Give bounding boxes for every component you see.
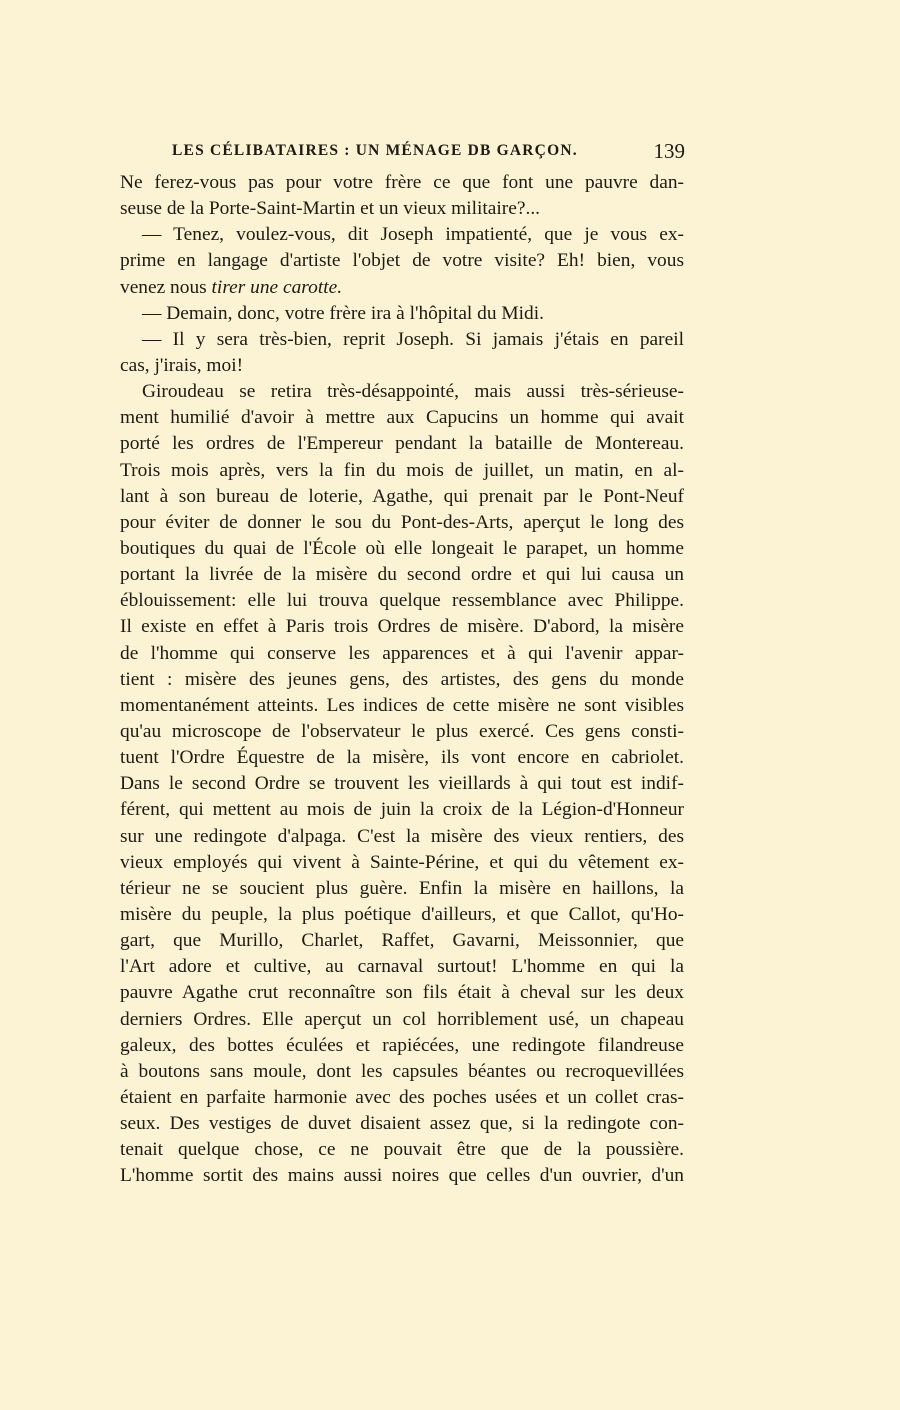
text-line-content: pour éviter de donner le sou du Pont-des-Arts, aperçut le long des xyxy=(120,511,684,533)
text-line-content: derniers Ordres. Elle aperçut un col horriblement usé, un chapeau xyxy=(120,1008,684,1030)
text-line xyxy=(120,248,684,274)
body-text xyxy=(120,170,684,1189)
text-line xyxy=(120,196,684,222)
running-title: LES CÉLIBATAIRES : UN MÉNAGE DB GARÇON. xyxy=(172,142,578,159)
text-line-content: étaient en parfaite harmonie avec des poches usées et un collet cras- xyxy=(120,1086,684,1108)
text-line-content: — Tenez, voulez-vous, dit Joseph impatienté, que je vous ex- xyxy=(142,224,684,246)
text-line xyxy=(120,641,684,667)
text-line xyxy=(120,1085,684,1111)
text-line xyxy=(120,170,684,196)
text-line-content: tenait quelque chose, ce ne pouvait être que de la poussière. xyxy=(120,1139,684,1161)
text-line xyxy=(120,1033,684,1059)
text-line xyxy=(120,1137,684,1163)
text-line-content: l'Art adore et cultive, au carnaval surtout! L'homme en qui la xyxy=(120,956,684,978)
text-line-content: prime en langage d'artiste l'objet de votre visite? Eh! bien, vous xyxy=(120,250,684,272)
running-header xyxy=(120,139,685,165)
text-line-content: porté les ordres de l'Empereur pendant la bataille de Montereau. xyxy=(120,433,684,455)
text-line-content: — Demain, donc, votre frère ira à l'hôpital du Midi. xyxy=(142,302,544,324)
text-line xyxy=(120,510,684,536)
text-line xyxy=(120,275,684,301)
text-line xyxy=(120,797,684,823)
text-line xyxy=(120,667,684,693)
text-line xyxy=(120,353,684,379)
text-line xyxy=(120,1111,684,1137)
page-number: 139 xyxy=(653,139,685,163)
text-line-content: à boutons sans moule, dont les capsules béantes ou recroquevillées xyxy=(120,1060,684,1082)
text-line-content: L'homme sortit des mains aussi noires que celles d'un ouvrier, d'un xyxy=(120,1165,684,1187)
text-line xyxy=(120,614,684,640)
text-line xyxy=(120,1007,684,1033)
text-line xyxy=(120,876,684,902)
text-line xyxy=(120,693,684,719)
text-line xyxy=(120,1163,684,1189)
text-line-content: lant à son bureau de loterie, Agathe, qui prenait par le Pont-Neuf xyxy=(120,485,684,507)
text-line xyxy=(120,980,684,1006)
text-line-content: Dans le second Ordre se trouvent les vieillards à qui tout est indif- xyxy=(120,773,684,795)
text-line-content: Giroudeau se retira très-désappointé, mais aussi très-sérieuse- xyxy=(142,381,684,403)
text-line xyxy=(120,405,684,431)
text-line-content: sur une redingote d'alpaga. C'est la misère des vieux rentiers, des xyxy=(120,825,684,847)
text-line-content: qu'au microscope de l'observateur le plus exercé. Ces gens consti- xyxy=(120,720,684,742)
text-line-content: momentanément atteints. Les indices de cette misère ne sont visibles xyxy=(120,694,684,716)
text-line xyxy=(120,379,684,405)
text-line xyxy=(120,222,684,248)
text-line xyxy=(120,928,684,954)
text-line xyxy=(120,301,684,327)
text-line-content: galeux, des bottes éculées et rapiécées, une redingote filandreuse xyxy=(120,1034,684,1056)
text-line-content: tuent l'Ordre Équestre de la misère, ils vont encore en cabriolet. xyxy=(120,747,684,769)
text-line xyxy=(120,1059,684,1085)
text-line xyxy=(120,562,684,588)
text-line xyxy=(120,824,684,850)
text-line-content: éblouissement: elle lui trouva quelque ressemblance avec Philippe. xyxy=(120,590,684,612)
text-line-content: férent, qui mettent au mois de juin la croix de la Légion-d'Honneur xyxy=(120,799,684,821)
text-line xyxy=(120,719,684,745)
italic-phrase: tirer une carotte. xyxy=(211,276,343,298)
text-line-content: Ne ferez-vous pas pour votre frère ce que font une pauvre dan- xyxy=(120,172,684,193)
text-line-content: térieur ne se soucient plus guère. Enfin la misère en haillons, la xyxy=(120,877,684,899)
text-line-content: boutiques du quai de l'École où elle longeait le parapet, un homme xyxy=(120,537,684,559)
text-line xyxy=(120,431,684,457)
text-line xyxy=(120,484,684,510)
text-line xyxy=(120,458,684,484)
text-line-content: vieux employés qui vivent à Sainte-Périne, et qui du vêtement ex- xyxy=(120,851,684,873)
text-line-content: gart, que Murillo, Charlet, Raffet, Gavarni, Meissonnier, que xyxy=(120,930,684,952)
text-line-content: de l'homme qui conserve les apparences et à qui l'avenir appar- xyxy=(120,642,684,664)
text-line-content: Trois mois après, vers la fin du mois de juillet, un matin, en al- xyxy=(120,459,684,481)
text-line-content: venez nous xyxy=(120,276,212,298)
text-line-content: pauvre Agathe crut reconnaître son fils était à cheval sur les deux xyxy=(120,982,684,1004)
text-line-content: tient : misère des jeunes gens, des artistes, des gens du monde xyxy=(120,668,684,690)
text-line-content: Il existe en effet à Paris trois Ordres de misère. D'abord, la misère xyxy=(120,616,684,638)
text-line-content: ment humilié d'avoir à mettre aux Capucins un homme qui avait xyxy=(120,407,684,429)
text-line xyxy=(120,327,684,353)
text-line xyxy=(120,902,684,928)
text-line-content: misère du peuple, la plus poétique d'ailleurs, et que Callot, qu'Ho- xyxy=(120,903,684,925)
text-line-content: portant la livrée de la misère du second ordre et qui lui causa un xyxy=(120,564,684,586)
text-line xyxy=(120,536,684,562)
text-line xyxy=(120,954,684,980)
text-line-content: seuse de la Porte-Saint-Martin et un vieux militaire?... xyxy=(120,198,541,220)
text-line xyxy=(120,850,684,876)
text-line xyxy=(120,771,684,797)
text-line-content: — Il y sera très-bien, reprit Joseph. Si jamais j'étais en pareil xyxy=(142,328,684,350)
text-line xyxy=(120,745,684,771)
text-line-content: cas, j'irais, moi! xyxy=(120,354,244,376)
text-line xyxy=(120,588,684,614)
text-line-content: seux. Des vestiges de duvet disaient assez que, si la redingote con- xyxy=(120,1113,684,1135)
